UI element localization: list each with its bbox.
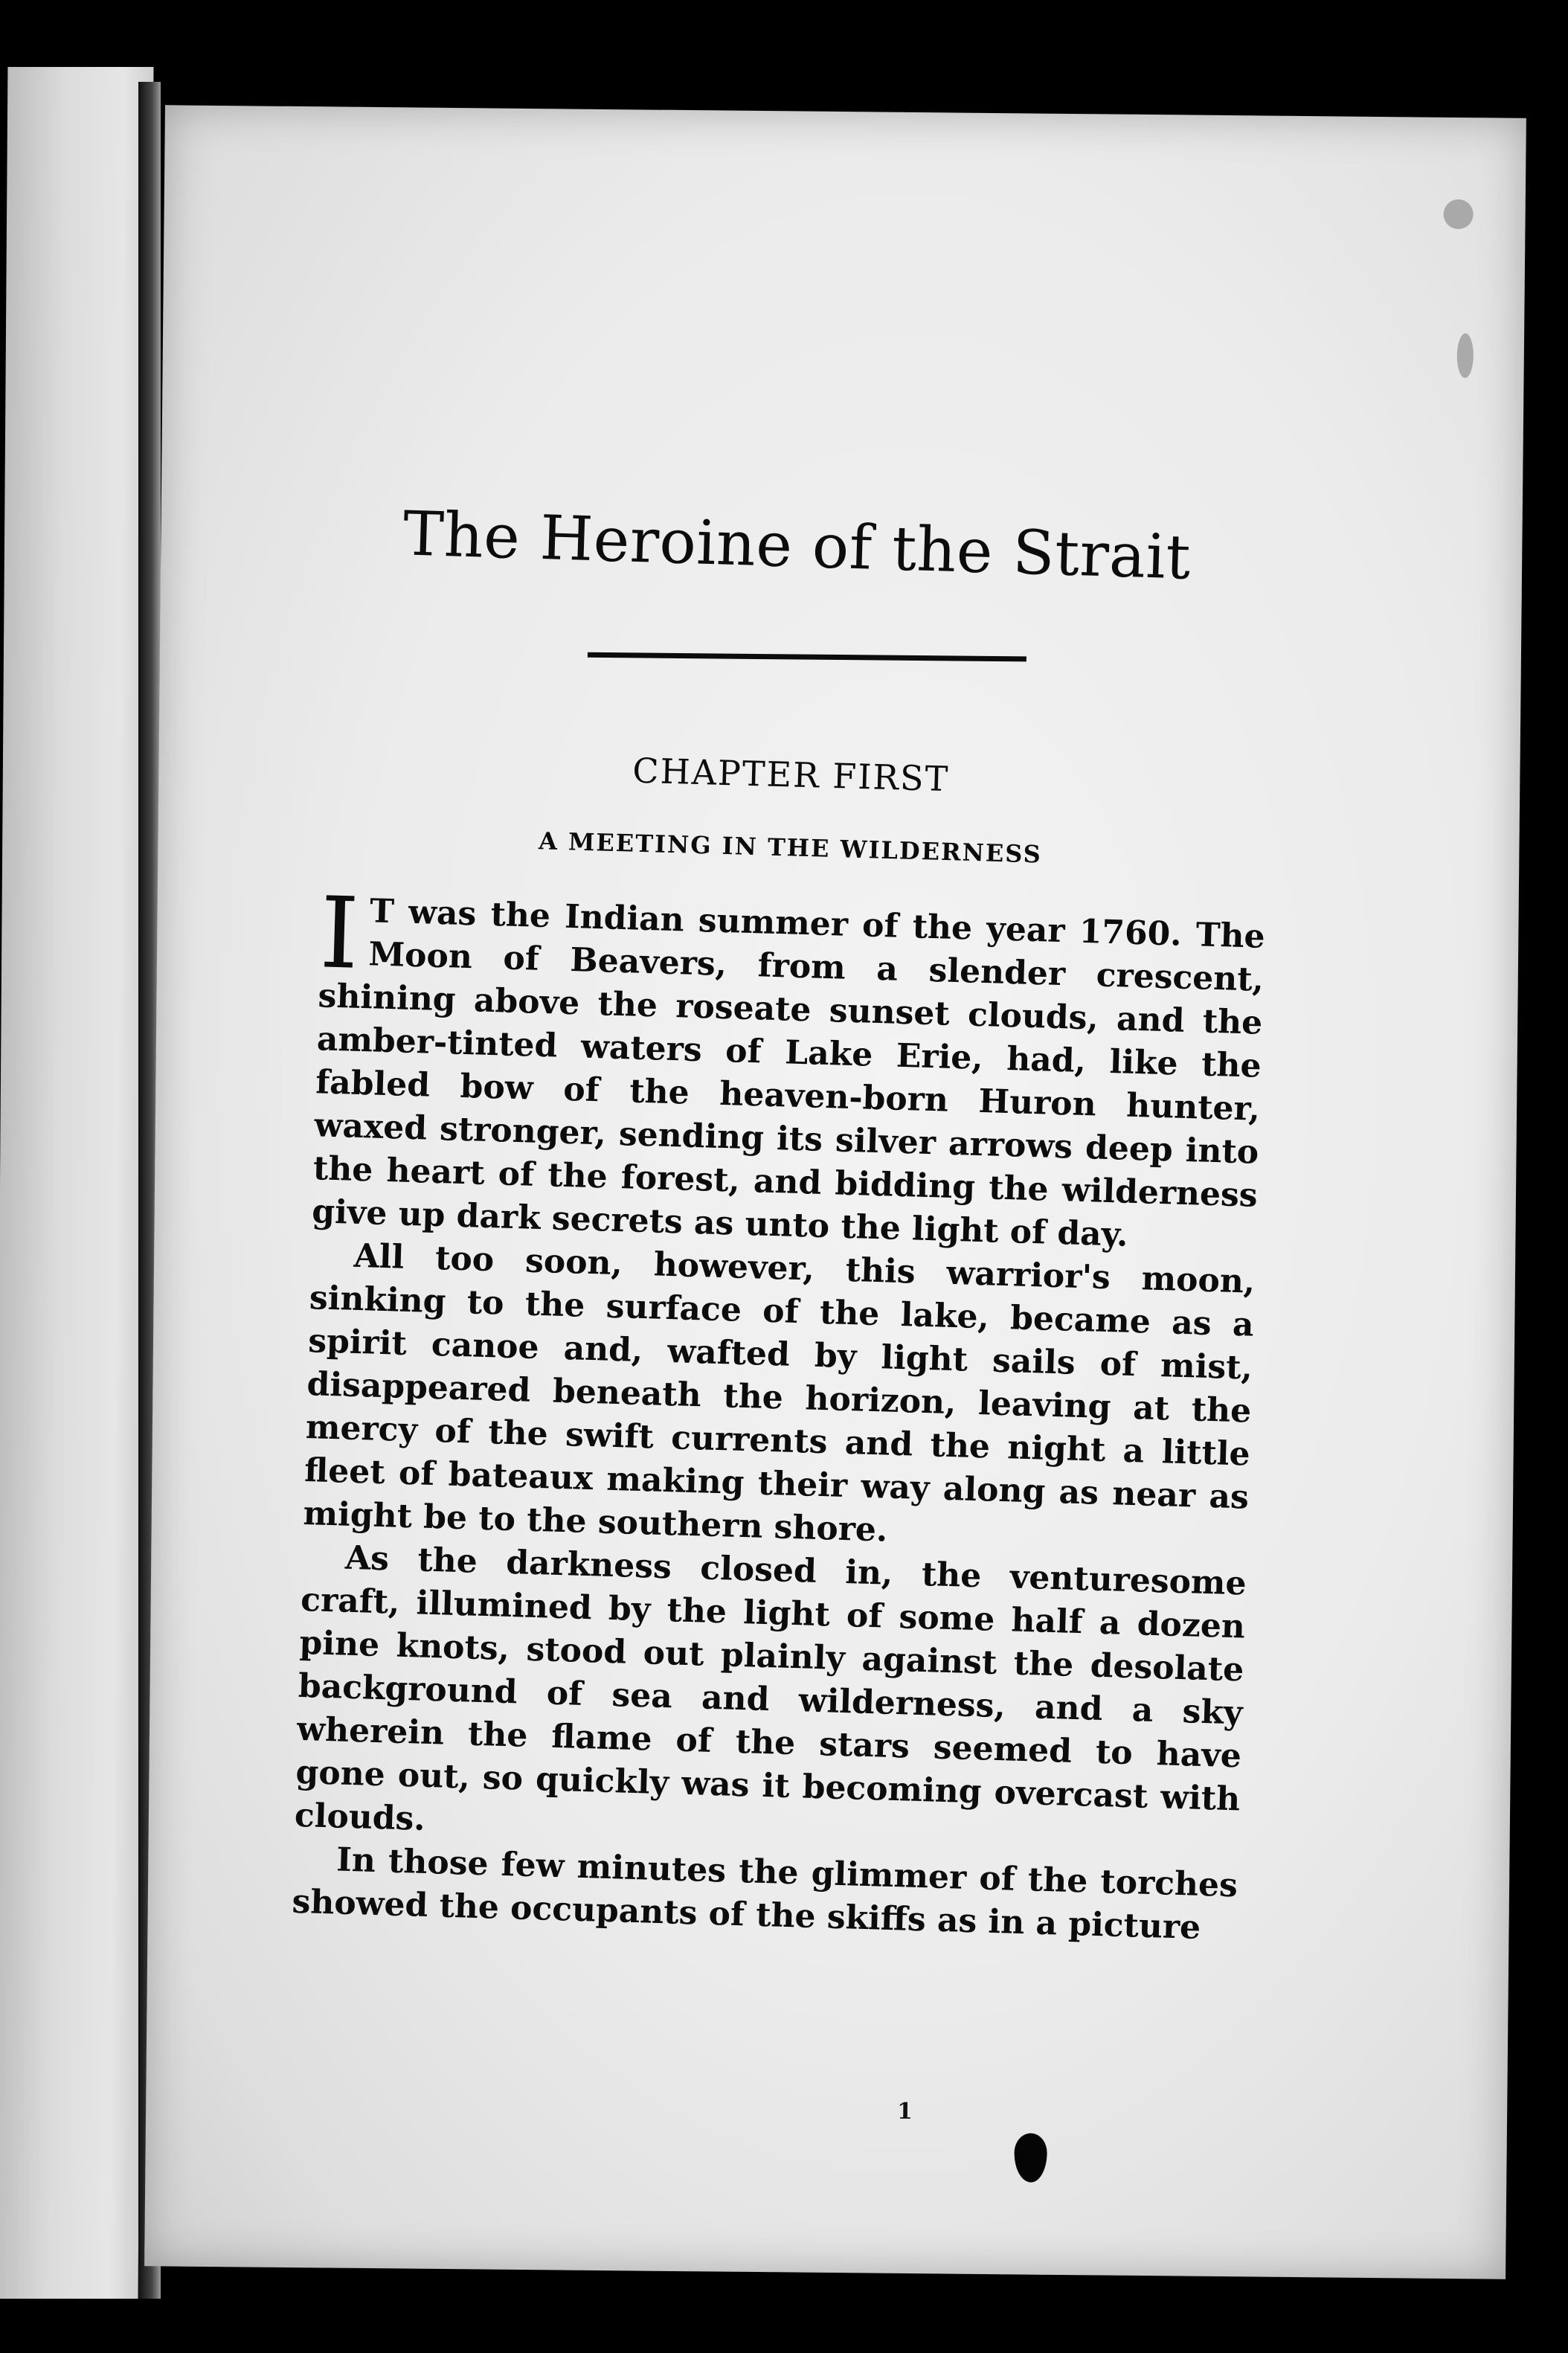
page-smudge <box>1443 199 1473 229</box>
book-title: The Heroine of the Strait <box>402 498 1192 594</box>
page-content <box>291 498 1270 1948</box>
chapter-subtitle: A MEETING IN THE WILDERNESS <box>538 826 1043 869</box>
title-rule <box>588 652 1026 662</box>
page-number: 1 <box>896 2098 913 2125</box>
ink-blot <box>1014 2133 1047 2182</box>
book-page <box>144 105 1526 2279</box>
paragraph: In those few minutes the glimmer of the torches showed the occupants of the skiffs as in a picture <box>291 1840 1238 1948</box>
chapter-body <box>291 876 1266 1951</box>
previous-page-edge <box>0 67 153 2299</box>
paragraph-text: T was the Indian summer of the year 1760. The Moon of Beavers, from a slender crescent, shining above the roseate sunset clouds, and the amber-tinted waters of Lake Erie, had, like the fabled bow of the heaven-born Huron hunter, waxed stronger, sending its silver arrows deep into the heart of the forest, and bidding the wilderness give up dark secrets as unto the light of day. <box>311 892 1266 1254</box>
paragraph: All too soon, however, this warrior's moon, sinking to the surface of the lake, became as a spirit canoe and, wafted by light sails of mist, disappeared beneath the horizon, leaving at the mercy of the swift currents and the night a little fleet of bateaux making their way along as near as might be to the southern shore. <box>302 1237 1256 1550</box>
paragraph <box>311 876 1266 1261</box>
drop-cap: I <box>318 876 361 992</box>
page-smudge <box>1457 333 1474 378</box>
chapter-heading: CHAPTER FIRST <box>632 750 950 800</box>
paragraph: As the darkness closed in, the venturesome craft, illumined by the light of some half a dozen pine knots, stood out plainly against the desolate background of sea and wilderness, and a sky wherein the flame of the stars seemed to have gone out, so quickly was it becoming overcast with clouds. <box>294 1538 1247 1839</box>
